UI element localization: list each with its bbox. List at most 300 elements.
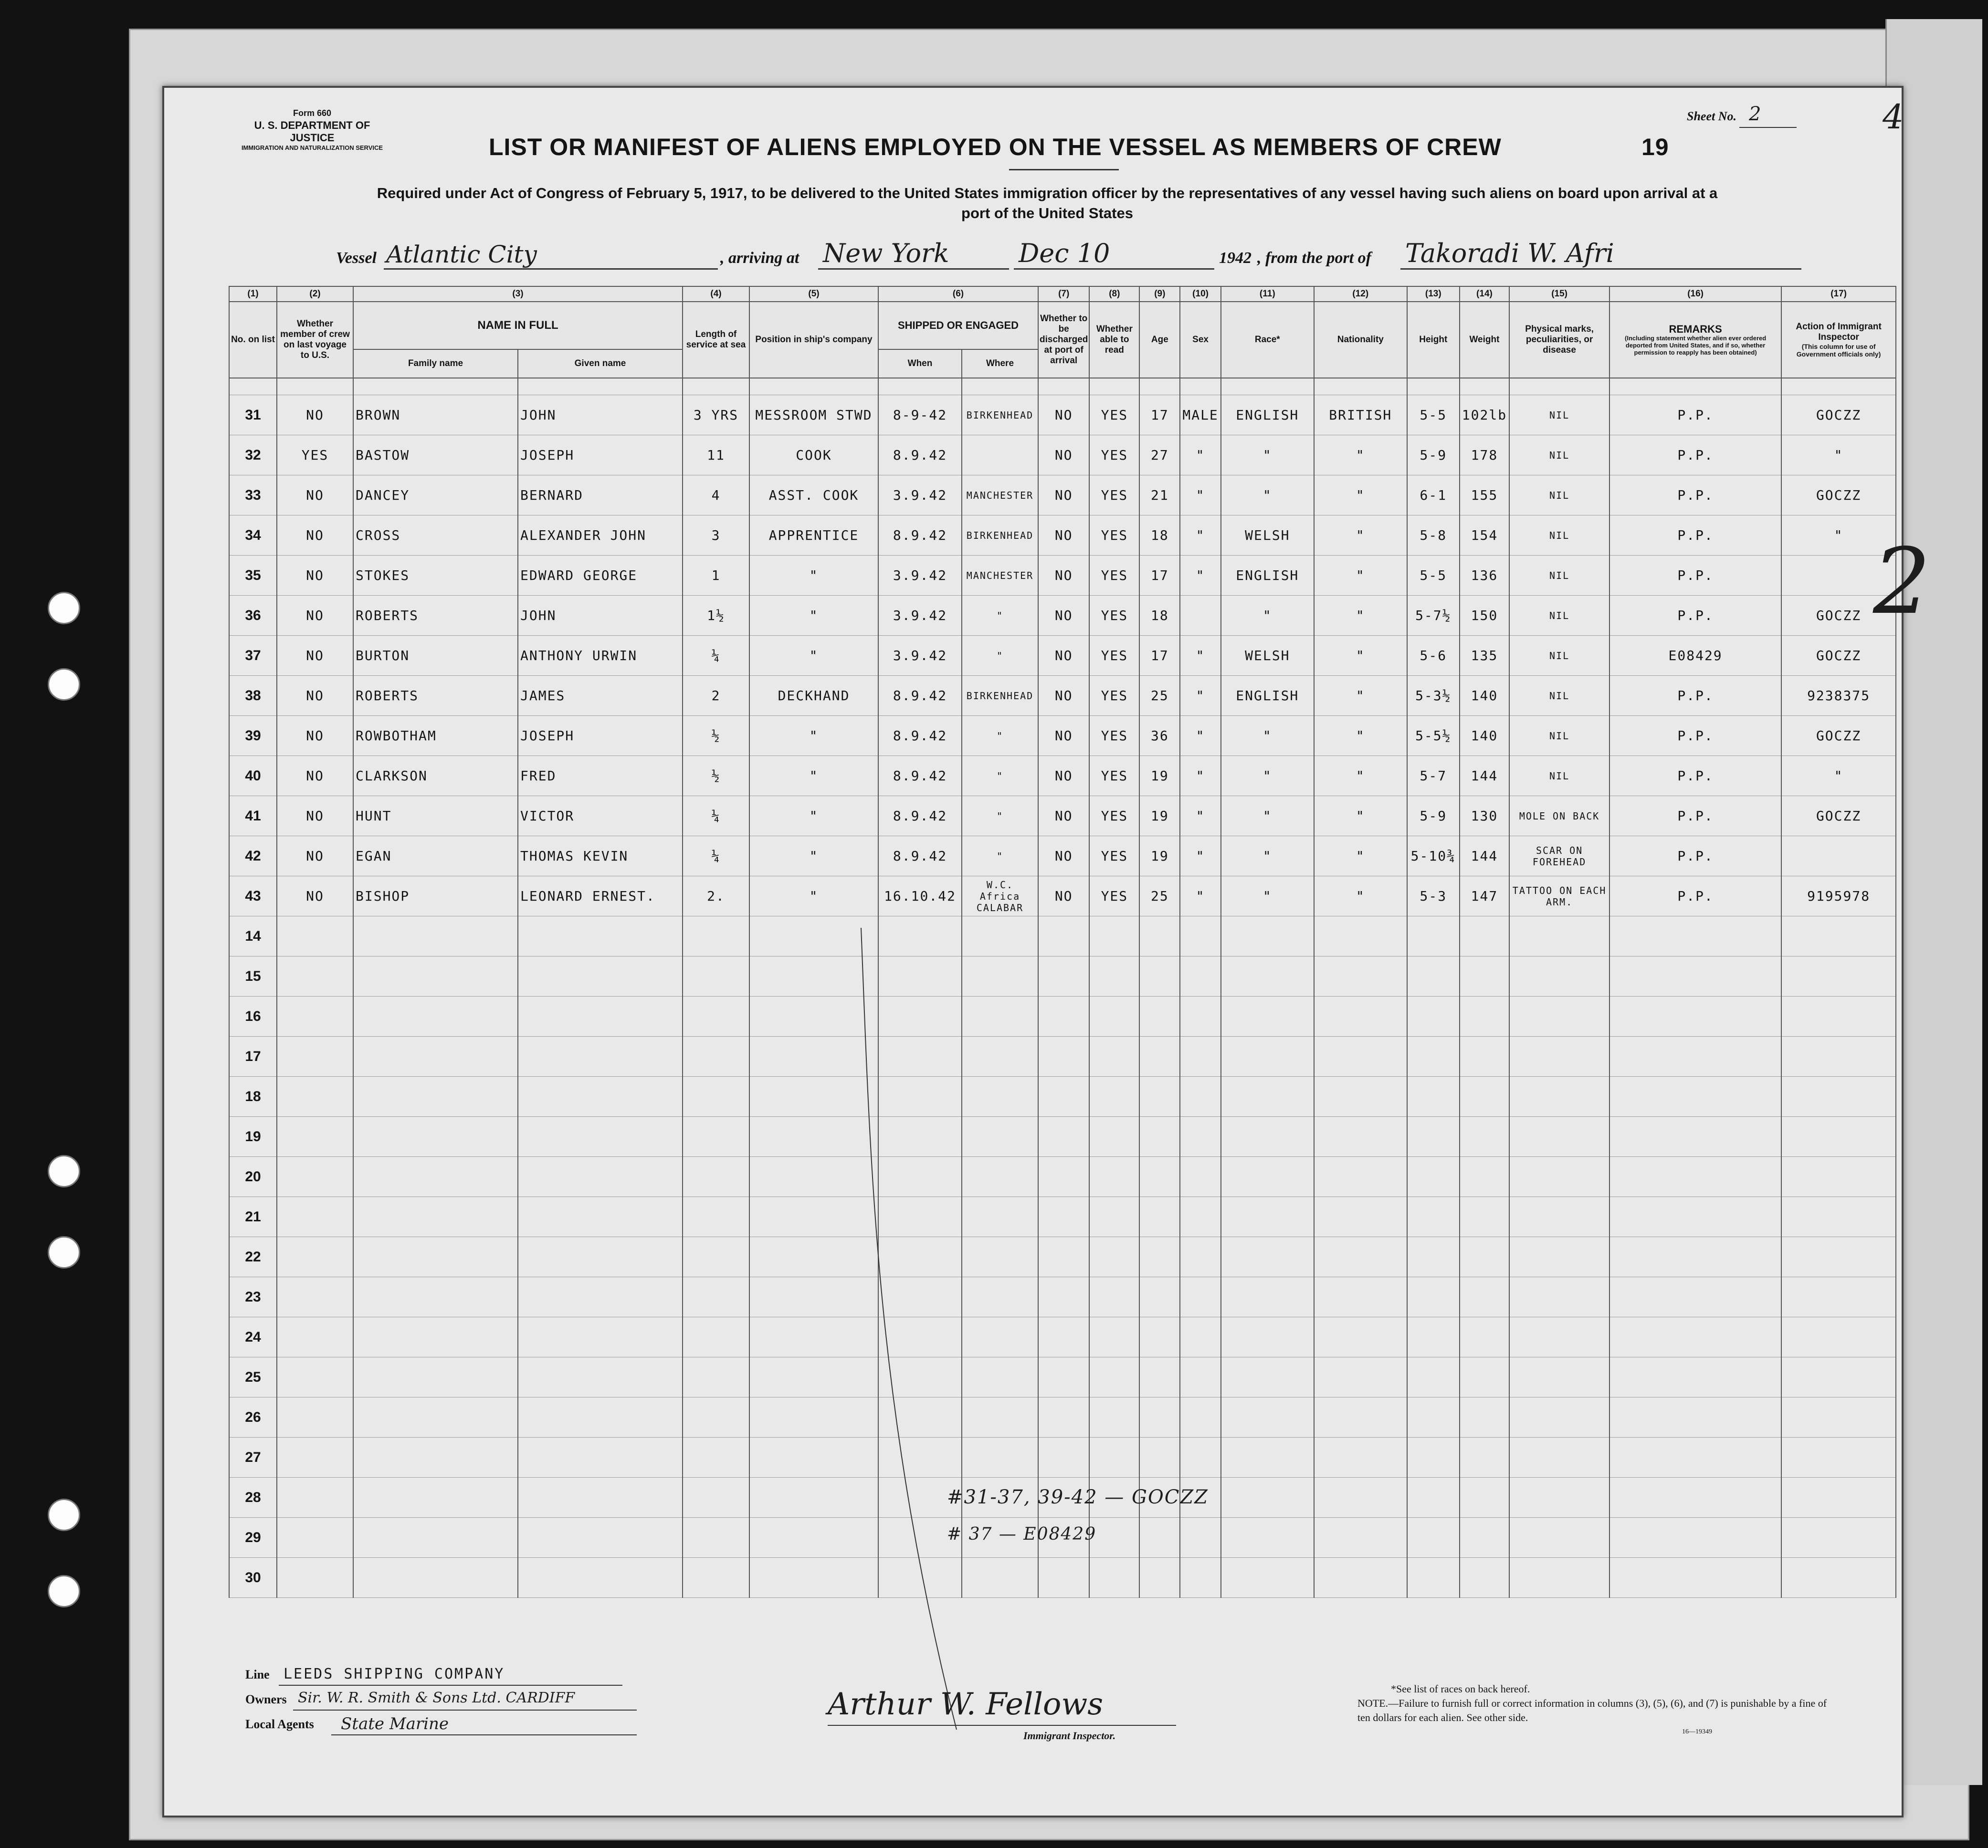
shipped-when-cell: 8.9.42 <box>878 676 962 716</box>
discharge-cell: NO <box>1038 475 1089 515</box>
family-name-cell: BISHOP <box>353 876 518 916</box>
discharge-cell <box>1038 1317 1089 1357</box>
inspector-action-cell: 9238375 <box>1781 676 1896 716</box>
height-cell <box>1407 1157 1460 1197</box>
given-name-cell: LEONARD ERNEST. <box>518 876 683 916</box>
race-cell <box>1221 1037 1314 1077</box>
binder-hole <box>48 668 80 701</box>
family-name-cell <box>353 1237 518 1277</box>
table-row <box>229 435 1896 475</box>
table-row <box>229 756 1896 796</box>
age-cell: 19 <box>1139 796 1180 836</box>
sex-cell <box>1180 1277 1220 1317</box>
race-cell: " <box>1221 716 1314 756</box>
service-length-cell <box>683 1397 749 1438</box>
discharge-cell <box>1038 956 1089 997</box>
able-to-read-cell <box>1089 1037 1139 1077</box>
position-cell: " <box>749 876 878 916</box>
service-length-cell: ¼ <box>683 836 749 876</box>
given-name-cell: JOHN <box>518 395 683 435</box>
physical-marks-cell: NIL <box>1509 475 1609 515</box>
annotation-single: # 37 — E08429 <box>947 1524 1097 1544</box>
service-length-cell: 2 <box>683 676 749 716</box>
sex-cell: MALE <box>1180 395 1220 435</box>
nationality-cell <box>1314 1518 1407 1558</box>
inspector-action-cell <box>1781 997 1896 1037</box>
family-name-cell: DANCEY <box>353 475 518 515</box>
given-name-cell <box>518 1438 683 1478</box>
age-cell <box>1139 1317 1180 1357</box>
weight-cell: 154 <box>1460 515 1509 556</box>
footer-notes <box>1357 1682 1835 1739</box>
sex-cell <box>1180 997 1220 1037</box>
sex-cell <box>1180 1438 1220 1478</box>
binder-hole <box>48 1575 80 1607</box>
remarks-cell: P.P. <box>1609 556 1781 596</box>
race-cell <box>1221 1317 1314 1357</box>
service-length-cell: 3 <box>683 515 749 556</box>
shipped-when-cell: 3.9.42 <box>878 475 962 515</box>
row-number-cell: 37 <box>229 636 277 676</box>
remarks-cell: P.P. <box>1609 836 1781 876</box>
given-name-cell <box>518 997 683 1037</box>
race-cell <box>1221 1157 1314 1197</box>
row-number-cell: 31 <box>229 395 277 435</box>
family-name-cell: BROWN <box>353 395 518 435</box>
able-to-read-cell: YES <box>1089 876 1139 916</box>
service-length-cell <box>683 1558 749 1598</box>
col-num-7: (7) <box>1038 286 1089 302</box>
row-number-cell: 24 <box>229 1317 277 1357</box>
given-name-cell <box>518 1117 683 1157</box>
physical-marks-cell: SCAR ON FOREHEAD <box>1509 836 1609 876</box>
service-length-cell <box>683 916 749 956</box>
service: IMMIGRATION AND NATURALIZATION SERVICE <box>241 144 383 151</box>
last-voyage-cell <box>277 1357 353 1397</box>
row-number-cell: 34 <box>229 515 277 556</box>
col-num-3: (3) <box>353 286 683 302</box>
row-number-cell: 33 <box>229 475 277 515</box>
nationality-cell <box>1314 1438 1407 1478</box>
year-prefix: 19 <box>1641 134 1669 160</box>
vessel-label: Vessel <box>336 249 377 267</box>
shipped-when-cell: 8.9.42 <box>878 716 962 756</box>
inspector-action-cell: GOCZZ <box>1781 636 1896 676</box>
family-name-cell <box>353 1438 518 1478</box>
row-number-cell: 23 <box>229 1277 277 1317</box>
weight-cell <box>1460 1237 1509 1277</box>
nationality-cell: " <box>1314 596 1407 636</box>
shipped-where-cell: " <box>962 636 1038 676</box>
col-header-weight: Weight <box>1460 302 1509 378</box>
remarks-cell <box>1609 956 1781 997</box>
age-cell: 19 <box>1139 756 1180 796</box>
physical-marks-cell: NIL <box>1509 756 1609 796</box>
age-cell <box>1139 1518 1180 1558</box>
position-cell: " <box>749 796 878 836</box>
physical-marks-cell: NIL <box>1509 596 1609 636</box>
service-length-cell: 4 <box>683 475 749 515</box>
pen-stroke <box>832 928 1023 1749</box>
vessel-line <box>336 238 1892 274</box>
inspector-action-cell: " <box>1781 435 1896 475</box>
sex-cell <box>1180 916 1220 956</box>
discharge-cell <box>1038 1277 1089 1317</box>
table-row <box>229 1077 1896 1117</box>
race-cell: ENGLISH <box>1221 395 1314 435</box>
discharge-cell: NO <box>1038 836 1089 876</box>
weight-cell <box>1460 916 1509 956</box>
table-row <box>229 916 1896 956</box>
age-cell: 18 <box>1139 596 1180 636</box>
family-name-cell: ROBERTS <box>353 676 518 716</box>
family-name-cell <box>353 1117 518 1157</box>
given-name-cell <box>518 1397 683 1438</box>
nationality-cell: " <box>1314 435 1407 475</box>
col-num-4: (4) <box>683 286 749 302</box>
race-cell: " <box>1221 435 1314 475</box>
sex-cell: " <box>1180 475 1220 515</box>
last-voyage-cell <box>277 1237 353 1277</box>
given-name-cell <box>518 1558 683 1598</box>
race-cell <box>1221 1518 1314 1558</box>
sex-cell <box>1180 1317 1220 1357</box>
line-label: Line <box>245 1668 270 1681</box>
position-cell: " <box>749 756 878 796</box>
physical-marks-cell <box>1509 1357 1609 1397</box>
physical-marks-cell <box>1509 1077 1609 1117</box>
discharge-cell: NO <box>1038 596 1089 636</box>
column-number-row <box>229 286 1896 302</box>
remarks-cell <box>1609 1397 1781 1438</box>
physical-marks-cell: NIL <box>1509 435 1609 475</box>
col-header-service: Length of service at sea <box>683 302 749 378</box>
remarks-cell: P.P. <box>1609 756 1781 796</box>
inspector-action-cell: " <box>1781 515 1896 556</box>
action-label: Action of Immigrant Inspector <box>1796 322 1882 342</box>
last-voyage-cell <box>277 1037 353 1077</box>
family-name-cell: STOKES <box>353 556 518 596</box>
binder-hole <box>48 592 80 624</box>
weight-cell <box>1460 1037 1509 1077</box>
row-number-cell: 26 <box>229 1397 277 1438</box>
owners-label: Owners <box>245 1692 287 1706</box>
height-cell <box>1407 1558 1460 1598</box>
col-header-read: Whether able to read <box>1089 302 1139 378</box>
sex-cell <box>1180 1558 1220 1598</box>
inspector-action-cell <box>1781 1438 1896 1478</box>
inspector-action-cell: GOCZZ <box>1781 596 1896 636</box>
title-underline <box>1009 169 1119 170</box>
table-row <box>229 636 1896 676</box>
discharge-cell <box>1038 1037 1089 1077</box>
weight-cell: 140 <box>1460 716 1509 756</box>
position-cell: APPRENTICE <box>749 515 878 556</box>
col-num-11: (11) <box>1221 286 1314 302</box>
from-label: , from the port of <box>1257 249 1371 267</box>
col-header-where: Where <box>962 349 1038 378</box>
service-length-cell <box>683 1277 749 1317</box>
age-cell: 17 <box>1139 556 1180 596</box>
inspector-action-cell: GOCZZ <box>1781 395 1896 435</box>
physical-marks-cell: TATTOO ON EACH ARM. <box>1509 876 1609 916</box>
height-cell: 5-5 <box>1407 556 1460 596</box>
shipped-when-cell: 8.9.42 <box>878 796 962 836</box>
service-length-cell: 11 <box>683 435 749 475</box>
remarks-cell: E08429 <box>1609 636 1781 676</box>
col-num-15: (15) <box>1509 286 1609 302</box>
service-length-cell: 2. <box>683 876 749 916</box>
sheet-label: Sheet No. <box>1687 109 1736 123</box>
last-voyage-cell: NO <box>277 556 353 596</box>
col-header-nationality: Nationality <box>1314 302 1407 378</box>
height-cell: 5-3½ <box>1407 676 1460 716</box>
shipped-when-cell: 8.9.42 <box>878 756 962 796</box>
age-cell <box>1139 1197 1180 1237</box>
position-cell: ASST. COOK <box>749 475 878 515</box>
given-name-cell: JOSEPH <box>518 716 683 756</box>
age-cell <box>1139 1117 1180 1157</box>
sex-cell: " <box>1180 636 1220 676</box>
from-port: Takoradi W. Afri <box>1405 238 1614 268</box>
able-to-read-cell: YES <box>1089 636 1139 676</box>
service-length-cell <box>683 1197 749 1237</box>
height-cell: 5-7½ <box>1407 596 1460 636</box>
family-name-cell <box>353 916 518 956</box>
col-header-family-name: Family name <box>353 349 518 378</box>
family-name-cell: BURTON <box>353 636 518 676</box>
physical-marks-cell <box>1509 1438 1609 1478</box>
table-row <box>229 796 1896 836</box>
able-to-read-cell <box>1089 1397 1139 1438</box>
col-header-sex: Sex <box>1180 302 1220 378</box>
nationality-cell: " <box>1314 475 1407 515</box>
table-row <box>229 1037 1896 1077</box>
given-name-cell: ALEXANDER JOHN <box>518 515 683 556</box>
physical-marks-cell <box>1509 1197 1609 1237</box>
nationality-cell: " <box>1314 676 1407 716</box>
race-cell: ENGLISH <box>1221 676 1314 716</box>
spacer-row <box>229 378 1896 395</box>
able-to-read-cell: YES <box>1089 796 1139 836</box>
inspector-action-cell: GOCZZ <box>1781 796 1896 836</box>
row-number-cell: 14 <box>229 916 277 956</box>
manifest-sheet <box>162 86 1931 1817</box>
remarks-cell <box>1609 1077 1781 1117</box>
col-header-race: Race* <box>1221 302 1314 378</box>
last-voyage-cell <box>277 1277 353 1317</box>
given-name-cell <box>518 1037 683 1077</box>
table-row <box>229 1277 1896 1317</box>
able-to-read-cell: YES <box>1089 596 1139 636</box>
discharge-cell <box>1038 1157 1089 1197</box>
row-number-cell: 40 <box>229 756 277 796</box>
shipped-where-cell <box>962 435 1038 475</box>
able-to-read-cell: YES <box>1089 716 1139 756</box>
shipped-where-cell: BIRKENHEAD <box>962 395 1038 435</box>
given-name-cell <box>518 1157 683 1197</box>
form-header <box>236 107 389 152</box>
row-number-cell: 41 <box>229 796 277 836</box>
family-name-cell: EGAN <box>353 836 518 876</box>
sex-cell <box>1180 1237 1220 1277</box>
race-cell <box>1221 1438 1314 1478</box>
remarks-cell <box>1609 1117 1781 1157</box>
shipped-where-cell: " <box>962 836 1038 876</box>
last-voyage-cell <box>277 1157 353 1197</box>
remarks-cell <box>1609 1518 1781 1558</box>
given-name-cell <box>518 1277 683 1317</box>
race-cell <box>1221 1397 1314 1438</box>
row-number-cell: 17 <box>229 1037 277 1077</box>
service-length-cell: ½ <box>683 716 749 756</box>
nationality-cell: " <box>1314 836 1407 876</box>
service-length-cell <box>683 1357 749 1397</box>
table-row <box>229 1237 1896 1277</box>
able-to-read-cell <box>1089 1518 1139 1558</box>
position-cell: " <box>749 836 878 876</box>
able-to-read-cell: YES <box>1089 515 1139 556</box>
last-voyage-cell <box>277 1438 353 1478</box>
last-voyage-cell: NO <box>277 876 353 916</box>
nationality-cell <box>1314 1397 1407 1438</box>
table-row <box>229 556 1896 596</box>
race-cell: " <box>1221 836 1314 876</box>
form-code: 16—19349 <box>1682 1728 1712 1735</box>
nationality-cell: " <box>1314 716 1407 756</box>
page-title: LIST OR MANIFEST OF ALIENS EMPLOYED ON THE VESSEL AS MEMBERS OF CREW <box>489 134 1502 160</box>
discharge-cell <box>1038 1558 1089 1598</box>
service-length-cell <box>683 1077 749 1117</box>
given-name-cell: JOSEPH <box>518 435 683 475</box>
race-cell: " <box>1221 756 1314 796</box>
family-name-cell <box>353 1317 518 1357</box>
weight-cell <box>1460 1478 1509 1518</box>
last-voyage-cell: NO <box>277 716 353 756</box>
race-cell <box>1221 1357 1314 1397</box>
family-name-cell <box>353 1357 518 1397</box>
inspector-action-cell: GOCZZ <box>1781 716 1896 756</box>
table-row <box>229 997 1896 1037</box>
table-row <box>229 395 1896 435</box>
table-row <box>229 1397 1896 1438</box>
col-num-5: (5) <box>749 286 878 302</box>
weight-cell: 147 <box>1460 876 1509 916</box>
shipped-when-cell: 8.9.42 <box>878 836 962 876</box>
remarks-cell <box>1609 1478 1781 1518</box>
sex-cell: " <box>1180 676 1220 716</box>
nationality-cell <box>1314 1037 1407 1077</box>
family-name-cell <box>353 1478 518 1518</box>
able-to-read-cell: YES <box>1089 676 1139 716</box>
inspector-action-cell <box>1781 1197 1896 1237</box>
age-cell <box>1139 1397 1180 1438</box>
shipped-when-cell: 8.9.42 <box>878 435 962 475</box>
position-cell: " <box>749 556 878 596</box>
sex-cell <box>1180 956 1220 997</box>
race-cell: " <box>1221 475 1314 515</box>
last-voyage-cell: NO <box>277 515 353 556</box>
sex-cell: " <box>1180 556 1220 596</box>
race-cell: WELSH <box>1221 636 1314 676</box>
given-name-cell <box>518 1478 683 1518</box>
col-header-age: Age <box>1139 302 1180 378</box>
sheet-number: 2 <box>1749 103 1761 125</box>
discharge-cell: NO <box>1038 876 1089 916</box>
col-num-14: (14) <box>1460 286 1509 302</box>
corner-mark: 4 <box>1883 97 1904 136</box>
shipped-where-cell: MANCHESTER <box>962 556 1038 596</box>
annotation-range: #31-37, 39-42 — GOCZZ <box>947 1486 1209 1508</box>
service-length-cell <box>683 1317 749 1357</box>
height-cell <box>1407 1317 1460 1357</box>
age-cell <box>1139 1357 1180 1397</box>
last-voyage-cell <box>277 916 353 956</box>
col-num-13: (13) <box>1407 286 1460 302</box>
service-length-cell <box>683 1037 749 1077</box>
service-length-cell <box>683 1237 749 1277</box>
arriving-port: New York <box>823 238 949 268</box>
physical-marks-cell <box>1509 1277 1609 1317</box>
remarks-note: (Including statement whether alien ever ordered deported from United States, and if so, whether permission to reapply has been obtained) <box>1625 334 1767 356</box>
weight-cell <box>1460 1518 1509 1558</box>
remarks-cell <box>1609 1197 1781 1237</box>
position-cell: " <box>749 716 878 756</box>
given-name-cell: BERNARD <box>518 475 683 515</box>
physical-marks-cell <box>1509 997 1609 1037</box>
weight-cell: 102lb <box>1460 395 1509 435</box>
shipped-where-cell: " <box>962 716 1038 756</box>
service-length-cell <box>683 1157 749 1197</box>
service-length-cell <box>683 1518 749 1558</box>
given-name-cell: FRED <box>518 756 683 796</box>
age-cell: 21 <box>1139 475 1180 515</box>
remarks-cell: P.P. <box>1609 475 1781 515</box>
nationality-cell: " <box>1314 515 1407 556</box>
age-cell <box>1139 956 1180 997</box>
inspector-action-cell <box>1781 1157 1896 1197</box>
subtitle <box>236 183 1859 223</box>
age-cell <box>1139 916 1180 956</box>
weight-cell: 144 <box>1460 836 1509 876</box>
height-cell <box>1407 1117 1460 1157</box>
row-number-cell: 39 <box>229 716 277 756</box>
row-number-cell: 20 <box>229 1157 277 1197</box>
remarks-label: REMARKS <box>1669 323 1722 335</box>
shipped-where-cell: " <box>962 756 1038 796</box>
discharge-cell: NO <box>1038 515 1089 556</box>
weight-cell: 136 <box>1460 556 1509 596</box>
physical-marks-cell <box>1509 1157 1609 1197</box>
race-cell: " <box>1221 596 1314 636</box>
table-row <box>229 836 1896 876</box>
given-name-cell: JAMES <box>518 676 683 716</box>
weight-cell <box>1460 1117 1509 1157</box>
inspector-action-cell <box>1781 1518 1896 1558</box>
age-cell <box>1139 1438 1180 1478</box>
column-header-row <box>229 302 1896 349</box>
able-to-read-cell: YES <box>1089 435 1139 475</box>
table-row <box>229 716 1896 756</box>
table-row <box>229 515 1896 556</box>
row-number-cell: 43 <box>229 876 277 916</box>
remarks-cell <box>1609 1157 1781 1197</box>
table-row <box>229 596 1896 636</box>
row-number-cell: 25 <box>229 1357 277 1397</box>
inspector-action-cell: " <box>1781 756 1896 796</box>
race-cell: ENGLISH <box>1221 556 1314 596</box>
race-cell <box>1221 1558 1314 1598</box>
